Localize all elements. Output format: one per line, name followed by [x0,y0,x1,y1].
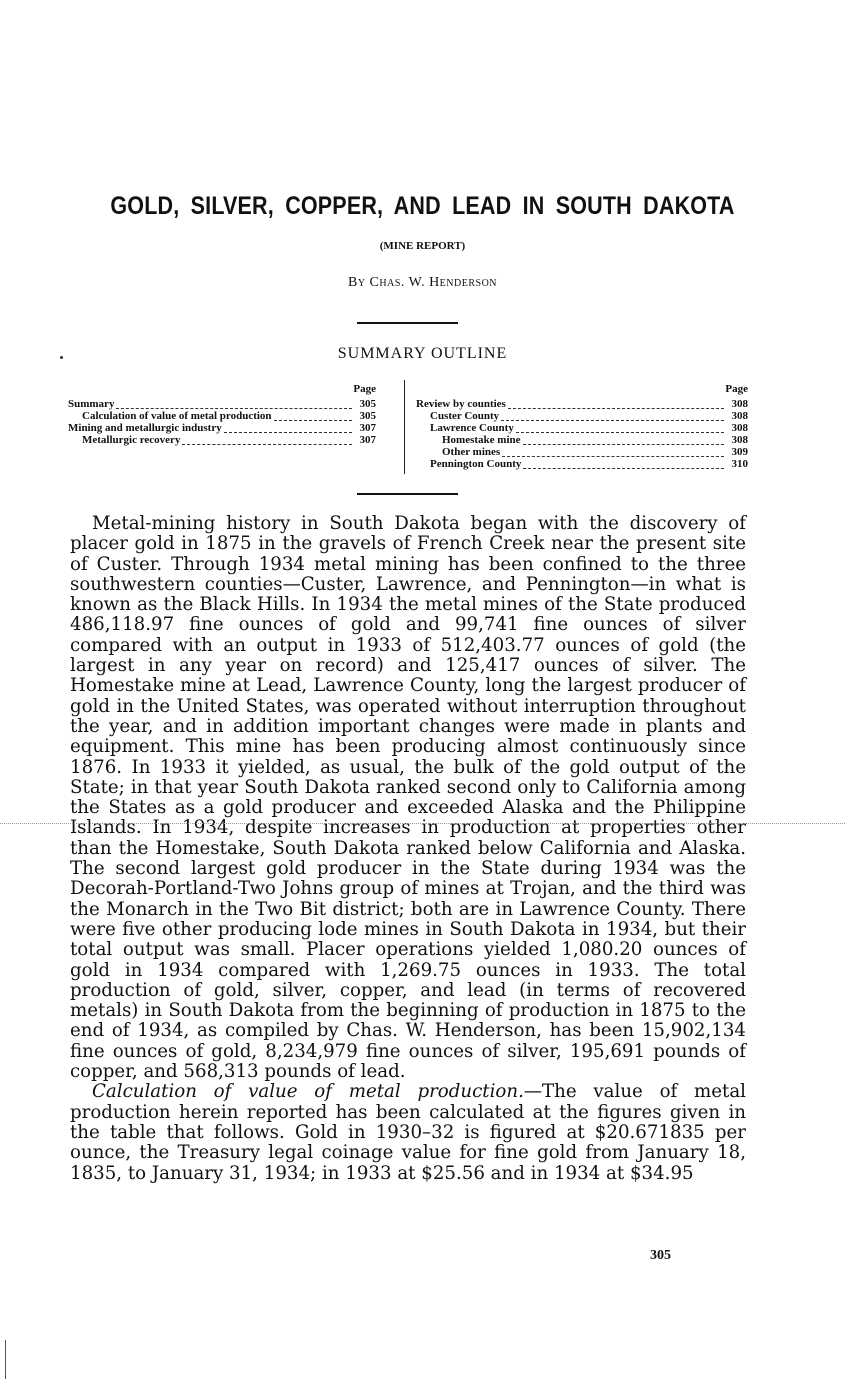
leader-dots [182,436,352,445]
toc-entry[interactable] [416,434,748,446]
toc-entry-label: Lawrence County [430,422,514,434]
report-title: GOLD, SILVER, COPPER, AND LEAD IN SOUTH DAKOTA [110,192,735,220]
outline-left-column [68,383,376,446]
toc-entry[interactable] [68,422,376,434]
toc-entry[interactable] [416,446,748,458]
toc-entry[interactable] [416,422,748,434]
top-rule [357,322,458,324]
toc-entry-label: Calculation of value of metal production [82,410,272,422]
toc-entry-label: Custer County [430,410,500,422]
toc-entry-page: 308 [731,422,748,434]
toc-entry[interactable] [68,434,376,446]
page-column-label: Page [725,383,748,395]
leader-dots [523,460,724,469]
toc-entry-page: 308 [731,434,748,446]
toc-entry[interactable] [68,410,376,422]
toc-entry-label: Mining and metallurgic industry [68,422,222,434]
toc-entry-label: Review by counties [416,398,506,410]
author-byline: By Chas. W. Henderson [347,275,498,290]
toc-entry-page: 307 [359,422,376,434]
toc-entry[interactable] [68,398,376,410]
toc-entry-label: Pennington County [430,458,522,470]
paragraph-text: —The value of metal production herein reported has been calculated at the figures given in the table that follows. Gold in 1930–32 is figured at $20.671835 per ounce, the Treasury legal coinage value for fine gold from January 18, 1835, to January 31, 1934; in 1933 at $25.56 and in 1934 at $34.95 [70,1081,746,1184]
scan-edge-mark [5,1340,6,1379]
leader-dots [224,424,352,433]
body-paragraph: Metal-mining history in South Dakota began with the discovery of placer gold in 1875 in the gravels of French Creek near the present site of Custer. Through 1934 metal mining has been confined to the three southwestern counties—Custer, Lawrence, and Pennington—in what is known as the Black Hills. In 1934 the metal mines of the State produced 486,118.97 fine ounces of gold and 99,741 fine ounces of silver compared with an output in 1933 of 512,403.77 ounces of gold (the largest in any year on record) and 125,417 ounces of silver. The Homestake mine at Lead, Lawrence County, long the largest producer of gold in the United States, was operated without interruption throughout the year, and in addition important changes were made in plants and equipment. This mine has been producing almost continuously since 1876. In 1933 it yielded, as usual, the bulk of the gold output of the State; in that year South Dakota ranked second only to California among the States as a gold producer and exceeded Alaska and the Philippine Islands. In 1934, despite increases in production at properties other than the Homestake, South Dakota ranked below California and Alaska. The second largest gold producer in the State during 1934 was the Decorah-Portland-Two Johns group of mines at Trojan, and the third was the Monarch in the Two Bit district; both are in Lawrence County. There were five other producing lode mines in South Dakota in 1934, but their total output was small. Placer operations yielded 1,080.20 ounces of gold in 1934 compared with 1,269.75 ounces in 1933. The total production of gold, silver, copper, and lead (in terms of recovered metals) in South Dakota from the beginning of production in 1875 to the end of 1934, as compiled by Chas. W. Henderson, has been 15,902,134 fine ounces of gold, 8,234,979 fine ounces of silver, 195,691 pounds of copper, and 568,313 pounds of lead. [70,513,746,1083]
scan-artifact-line [0,823,845,824]
toc-entry-page: 309 [731,446,748,458]
toc-entry-label: Homestake mine [442,434,521,446]
outline-heading: SUMMARY OUTLINE [337,345,508,362]
body-paragraph [70,1082,746,1183]
outline-column-divider [404,380,405,474]
page-column-label: Page [353,383,376,395]
toc-entry-label: Summary [68,398,115,410]
toc-entry-page: 310 [731,458,748,470]
outline-right-column [416,383,748,470]
toc-entry-page: 305 [359,410,376,422]
leader-dots [274,412,352,421]
toc-entry[interactable] [416,398,748,410]
leader-dots [516,424,724,433]
leader-dots [116,400,352,409]
bottom-rule [357,493,458,495]
page-number: 305 [650,1248,671,1263]
toc-entry-page: 308 [731,410,748,422]
run-in-heading: Calculation of value of metal production. [92,1081,524,1103]
toc-entry[interactable] [416,458,748,470]
leader-dots [501,412,724,421]
toc-entry-label: Other mines [442,446,501,458]
toc-entry-page: 307 [359,434,376,446]
body-text [70,514,746,1184]
report-subtitle: (MINE REPORT) [379,240,466,252]
toc-entry-page: 305 [359,398,376,410]
toc-entry-page: 308 [731,398,748,410]
toc-entry-label: Metallurgic recovery [82,434,181,446]
leader-dots [508,400,724,409]
leader-dots [502,448,724,457]
leader-dots [523,436,724,445]
toc-entry[interactable] [416,410,748,422]
